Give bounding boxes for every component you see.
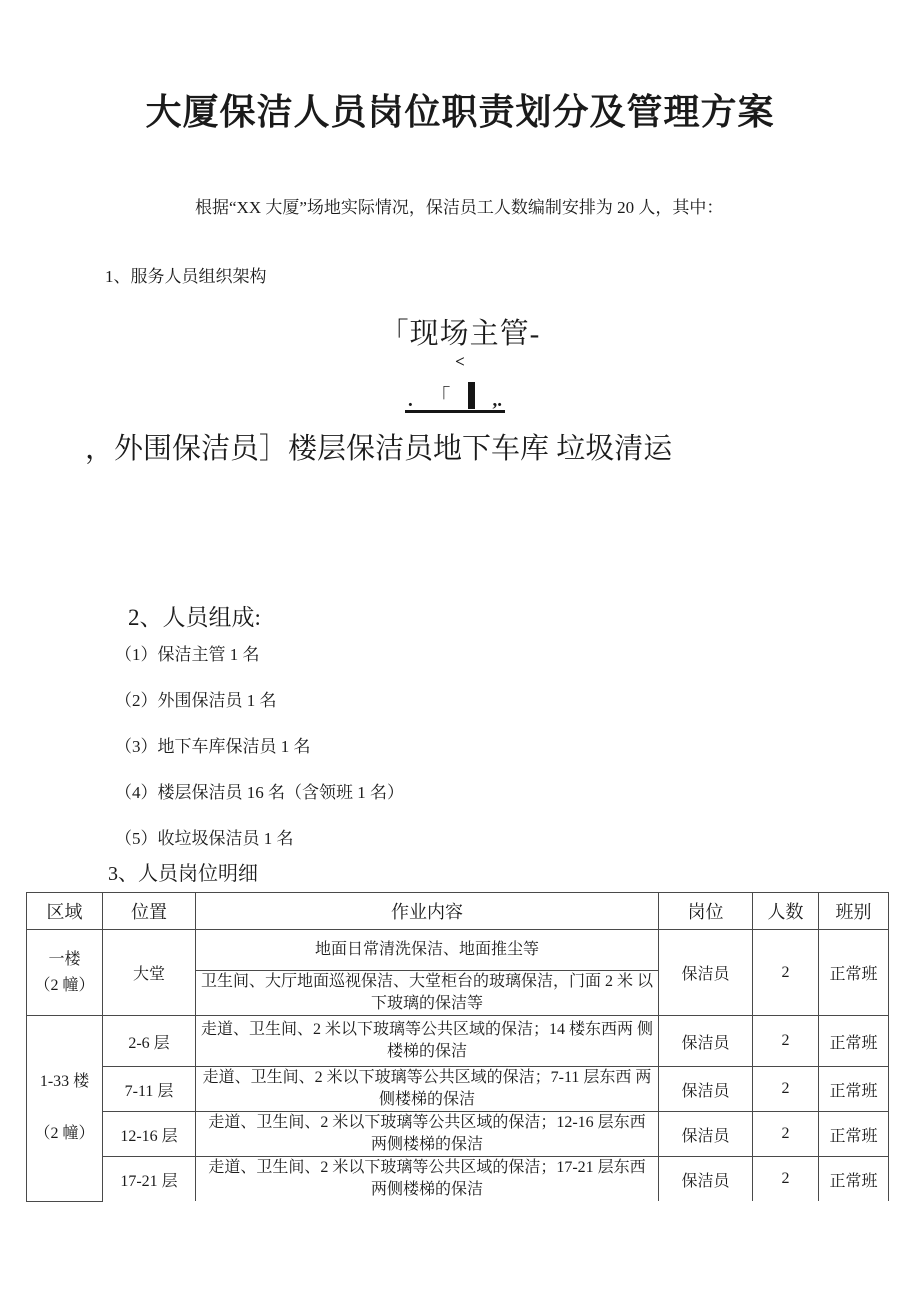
task-cell: 走道、卫生间、2 米以下玻璃等公共区域的保洁；7-11 层东西 两侧楼梯的保洁: [196, 1067, 659, 1112]
col-header-area: 区域: [27, 893, 103, 930]
intro-paragraph: 根据“XX 大厦”场地实际情况，保洁员工人数编制安排为 20 人，其中：: [195, 198, 724, 217]
org-leaf-labels: ，外围保洁员］楼层保洁员地下车库 垃圾清运: [85, 433, 673, 465]
col-header-headcount: 人数: [753, 893, 819, 930]
branch-dot-glyph: .: [408, 390, 413, 411]
area-cell-lobby: [27, 930, 103, 1016]
branch-vertical-bar-glyph: [468, 382, 475, 409]
staff-list-item: （2）外围保洁员 1 名: [115, 691, 277, 710]
staff-composition-list: [115, 640, 404, 849]
area-floors-line1: 1-33 楼: [39, 1073, 90, 1091]
col-header-location: 位置: [103, 893, 196, 930]
shift-cell: 正常班: [819, 1112, 889, 1157]
table-row-lobby: [27, 930, 889, 971]
col-header-post: 岗位: [659, 893, 753, 930]
headcount-cell: 2: [753, 1157, 819, 1202]
headcount-cell: 2: [753, 1112, 819, 1157]
shift-cell: 正常班: [819, 1157, 889, 1202]
task-cell: 走道、卫生间、2 米以下玻璃等公共区域的保洁；14 楼东西两 侧楼梯的保洁: [196, 1016, 659, 1067]
duty-table: [26, 892, 889, 1202]
headcount-cell: 2: [753, 1067, 819, 1112]
headcount-cell-lobby: 2: [753, 930, 819, 1016]
table-header-row: [27, 893, 889, 930]
section-3-heading: 3、人员岗位明细: [108, 863, 258, 885]
shift-cell: 正常班: [819, 1067, 889, 1112]
task-cell: 走道、卫生间、2 米以下玻璃等公共区域的保洁；17-21 层东西 两侧楼梯的保洁: [196, 1157, 659, 1202]
org-branch-line: [405, 383, 505, 413]
location-cell-lobby: 大堂: [103, 930, 196, 1016]
area-cell-floors: [27, 1016, 103, 1202]
col-header-task: 作业内容: [196, 893, 659, 930]
staff-list-item: （1）保洁主管 1 名: [115, 645, 260, 664]
post-cell: 保洁员: [659, 1112, 753, 1157]
branch-tail-glyph: ,.: [492, 390, 502, 411]
task-cell-lobby-top: 地面日常清洗保洁、地面推尘等: [196, 930, 659, 971]
staff-list-item: （3）地下车库保洁员 1 名: [115, 737, 311, 756]
org-connector-caret: <: [455, 352, 465, 371]
post-cell: 保洁员: [659, 1067, 753, 1112]
org-root-label: 「现场主管-: [379, 318, 541, 350]
post-cell: 保洁员: [659, 1016, 753, 1067]
table-row-floor-7-11: [27, 1067, 889, 1112]
staff-list-item: （4）楼层保洁员 16 名（含领班 1 名）: [115, 783, 404, 802]
duty-table-container: [26, 892, 889, 1202]
post-cell: 保洁员: [659, 1157, 753, 1202]
area-lobby-line1: 一楼: [48, 950, 81, 968]
branch-bracket-glyph: 「: [430, 385, 451, 408]
location-cell: 17-21 层: [103, 1157, 196, 1202]
page-title: 大厦保洁人员岗位职责划分及管理方案: [145, 92, 775, 132]
section-2-heading: 2、人员组成:: [128, 605, 261, 630]
shift-cell: 正常班: [819, 1016, 889, 1067]
task-cell-lobby-bottom: 卫生间、大厅地面巡视保洁、大堂柜台的玻璃保洁，门面 2 米 以下玻璃的保洁等: [196, 971, 659, 1016]
col-header-shift: 班别: [819, 893, 889, 930]
area-lobby-line2: （2 幢）: [34, 976, 95, 994]
table-row-floor-2-6: [27, 1016, 889, 1067]
area-floors-line2: （2 幢）: [34, 1125, 95, 1143]
headcount-cell: 2: [753, 1016, 819, 1067]
location-cell: 2-6 层: [103, 1016, 196, 1067]
section-1-heading: 1、服务人员组织架构: [105, 267, 267, 286]
table-row-floor-17-21: [27, 1157, 889, 1202]
location-cell: 7-11 层: [103, 1067, 196, 1112]
post-cell-lobby: 保洁员: [659, 930, 753, 1016]
table-row-floor-12-16: [27, 1112, 889, 1157]
shift-cell-lobby: 正常班: [819, 930, 889, 1016]
location-cell: 12-16 层: [103, 1112, 196, 1157]
task-cell: 走道、卫生间、2 米以下玻璃等公共区域的保洁；12-16 层东西 两侧楼梯的保洁: [196, 1112, 659, 1157]
staff-list-item: （5）收垃圾保洁员 1 名: [115, 829, 294, 848]
